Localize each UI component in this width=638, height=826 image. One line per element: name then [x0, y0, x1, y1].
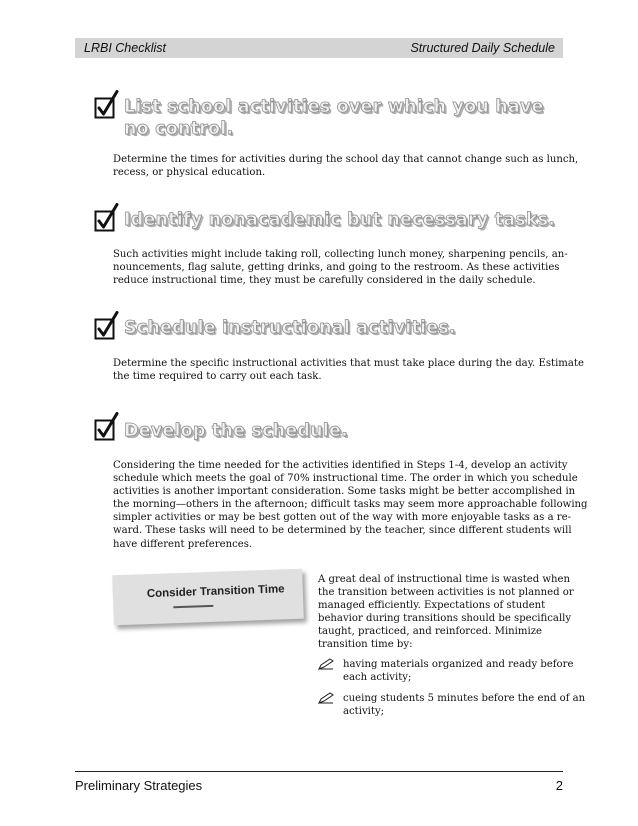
body-line: Considering the time needed for the activities identified in Steps 1-4, develop an activity [113, 460, 568, 471]
body-line: taught, practiced, and reinforced. Minimize [318, 626, 542, 638]
running-header [75, 38, 563, 58]
transition-intro [318, 573, 574, 652]
bullet-line: activity; [343, 706, 385, 718]
section-body-4 [113, 459, 588, 551]
checkbox-checked-icon [94, 412, 120, 442]
pencil-icon [318, 692, 334, 704]
body-line: schedule which meets the goal of 70% instructional time. The order in which you schedule [113, 473, 578, 485]
callout-label: Consider Transition Time [146, 583, 285, 601]
section-body-1 [113, 153, 579, 179]
callout-underline [173, 605, 213, 608]
body-line: Such activities might include taking roll, collecting lunch money, sharpening pencils, an- [113, 249, 568, 260]
body-line: behavior during transitions should be specifically [318, 613, 572, 625]
section-body-3 [113, 357, 584, 383]
bullet-line: having materials organized and ready before [343, 659, 574, 670]
body-line: simpler activities or may be best gotten out of the way with more enjoyable tasks as a re- [113, 512, 572, 524]
body-line: the time required to carry out each task. [113, 371, 322, 383]
body-line: the morning—others in the afternoon; difficult tasks may seem more approachable following [113, 499, 588, 511]
checkbox-checked-icon [94, 203, 120, 233]
body-line: reduce instructional time, they must be carefully considered in the daily schedule. [113, 275, 536, 287]
section-heading-line: Schedule instructional activities. [124, 318, 456, 338]
body-line: the transition between activities is not planned or [318, 587, 574, 599]
section-heading-line: no control. [124, 119, 234, 139]
header-left: LRBI Checklist [84, 41, 166, 55]
checkbox-checked-icon [94, 311, 120, 341]
body-line: activities is another important consideration. Some tasks might be better accomplished in [113, 486, 576, 498]
body-line: recess, or physical education. [113, 167, 266, 179]
bullet-line: each activity; [343, 672, 412, 684]
section-heading-2 [124, 209, 555, 231]
footer-title: Preliminary Strategies [75, 778, 203, 793]
body-line: managed efficiently. Expectations of student [318, 600, 546, 612]
header-right: Structured Daily Schedule [410, 41, 555, 55]
transition-callout [112, 569, 304, 626]
section-heading-line: Develop the schedule. [124, 421, 348, 441]
checkbox-checked-icon [94, 90, 120, 120]
body-line: ward. These tasks will need to be determined by the teacher, since different students will [113, 525, 572, 537]
body-line: have different preferences. [113, 538, 253, 550]
bullet-line: cueing students 5 minutes before the end of an [343, 693, 586, 704]
section-heading-line: Identify nonacademic but necessary tasks. [124, 210, 556, 230]
body-line: Determine the specific instructional activities that must take place during the day. Estimate [113, 358, 584, 369]
body-line: transition time by: [318, 639, 413, 651]
body-line: A great deal of instructional time is wasted when [318, 574, 571, 585]
pencil-icon [318, 658, 334, 670]
section-heading-1 [124, 96, 544, 140]
section-heading-3 [124, 317, 456, 339]
section-heading-4 [124, 420, 348, 442]
page-number: 2 [555, 778, 563, 793]
body-line: nouncements, flag salute, getting drinks, and going to the restroom. As these activities [113, 262, 560, 274]
section-body-2 [113, 248, 568, 287]
body-line: Determine the times for activities during the school day that cannot change such as lunch, [113, 154, 579, 165]
section-heading-line: List school activities over which you have [124, 97, 544, 117]
footer-divider [75, 771, 563, 772]
